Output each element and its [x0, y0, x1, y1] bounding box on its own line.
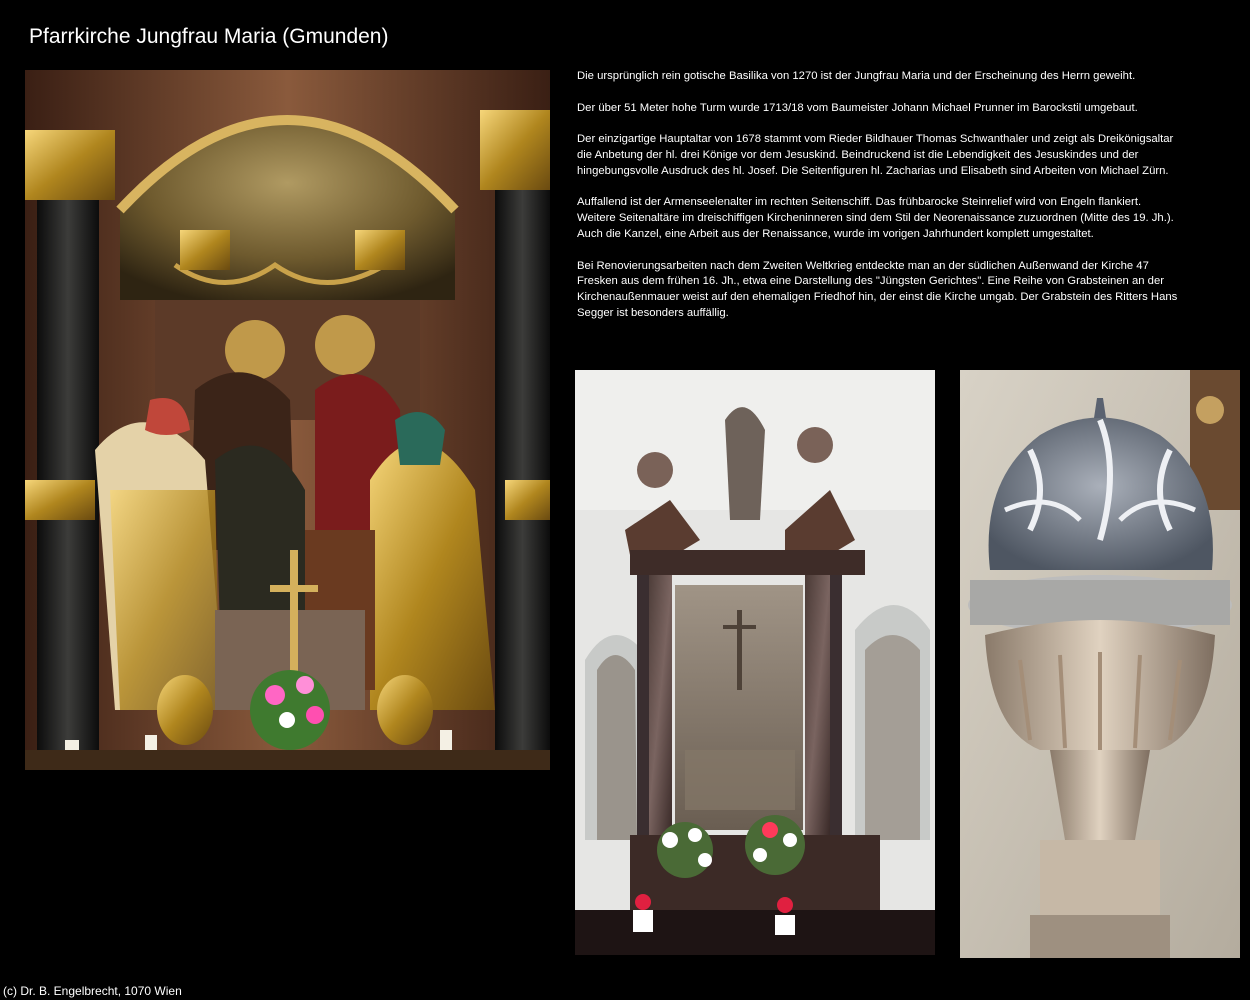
paragraph: Bei Renovierungsarbeiten nach dem Zweiten Weltkrieg entdeckte man an der südlichen Außenwand der Kirche 47 Fresken aus dem frühen 16. Jh., etwa eine Darstellung des "Jüngsten Gerichtes". Eine Reihe von Grabsteinen an der Kirchenaußenmauer weist auf den ehemaligen Friedhof hin, der einst die Kirche umgab. Der Grabstein des Ritters Hans Segger ist besonders auffällig. [577, 259, 1178, 319]
main-altar-photo [25, 70, 550, 770]
paragraph: Der über 51 Meter hohe Turm wurde 1713/18 vom Baumeister Johann Michael Prunner im Barockstil umgebaut. [577, 101, 1138, 114]
side-altar-photo [575, 370, 935, 955]
paragraph: Der einzigartige Hauptaltar von 1678 stammt vom Rieder Bildhauer Thomas Schwanthaler und zeigt als Dreikönigsaltar die Anbetung der hl. drei Könige vor dem Jesuskind. Beindruckend ist die Lebendigkeit des Jesuskindes und der hingebungsvolle Ausdruck des hl. Josef. Die Seitenfiguren hl. Zacharias und Elisabeth sind Arbeiten von Michael Zürn. [577, 133, 1174, 177]
paragraph: Auffallend ist der Armenseelenalter im rechten Seitenschiff. Das frühbarocke Steinrelief wird von Engeln flankiert. Weitere Seitenaltäre im dreischiffigen Kircheninneren sind dem Stil der Neorenaissance zuzuordnen (Mitte des 19. Jh.). Auch die Kanzel, eine Arbeit aus der Renaissance, wurde im vorigen Jahrhundert komplett umgestaltet. [577, 196, 1174, 240]
page-title: Pfarrkirche Jungfrau Maria (Gmunden) [29, 25, 389, 48]
paragraph: Die ursprünglich rein gotische Basilika von 1270 ist der Jungfrau Maria und der Erscheinung des Herrn geweiht. [577, 70, 1136, 82]
description-text [577, 69, 1182, 338]
copyright-footer: (c) Dr. B. Engelbrecht, 1070 Wien [3, 984, 182, 998]
baptismal-font-photo [960, 370, 1240, 958]
